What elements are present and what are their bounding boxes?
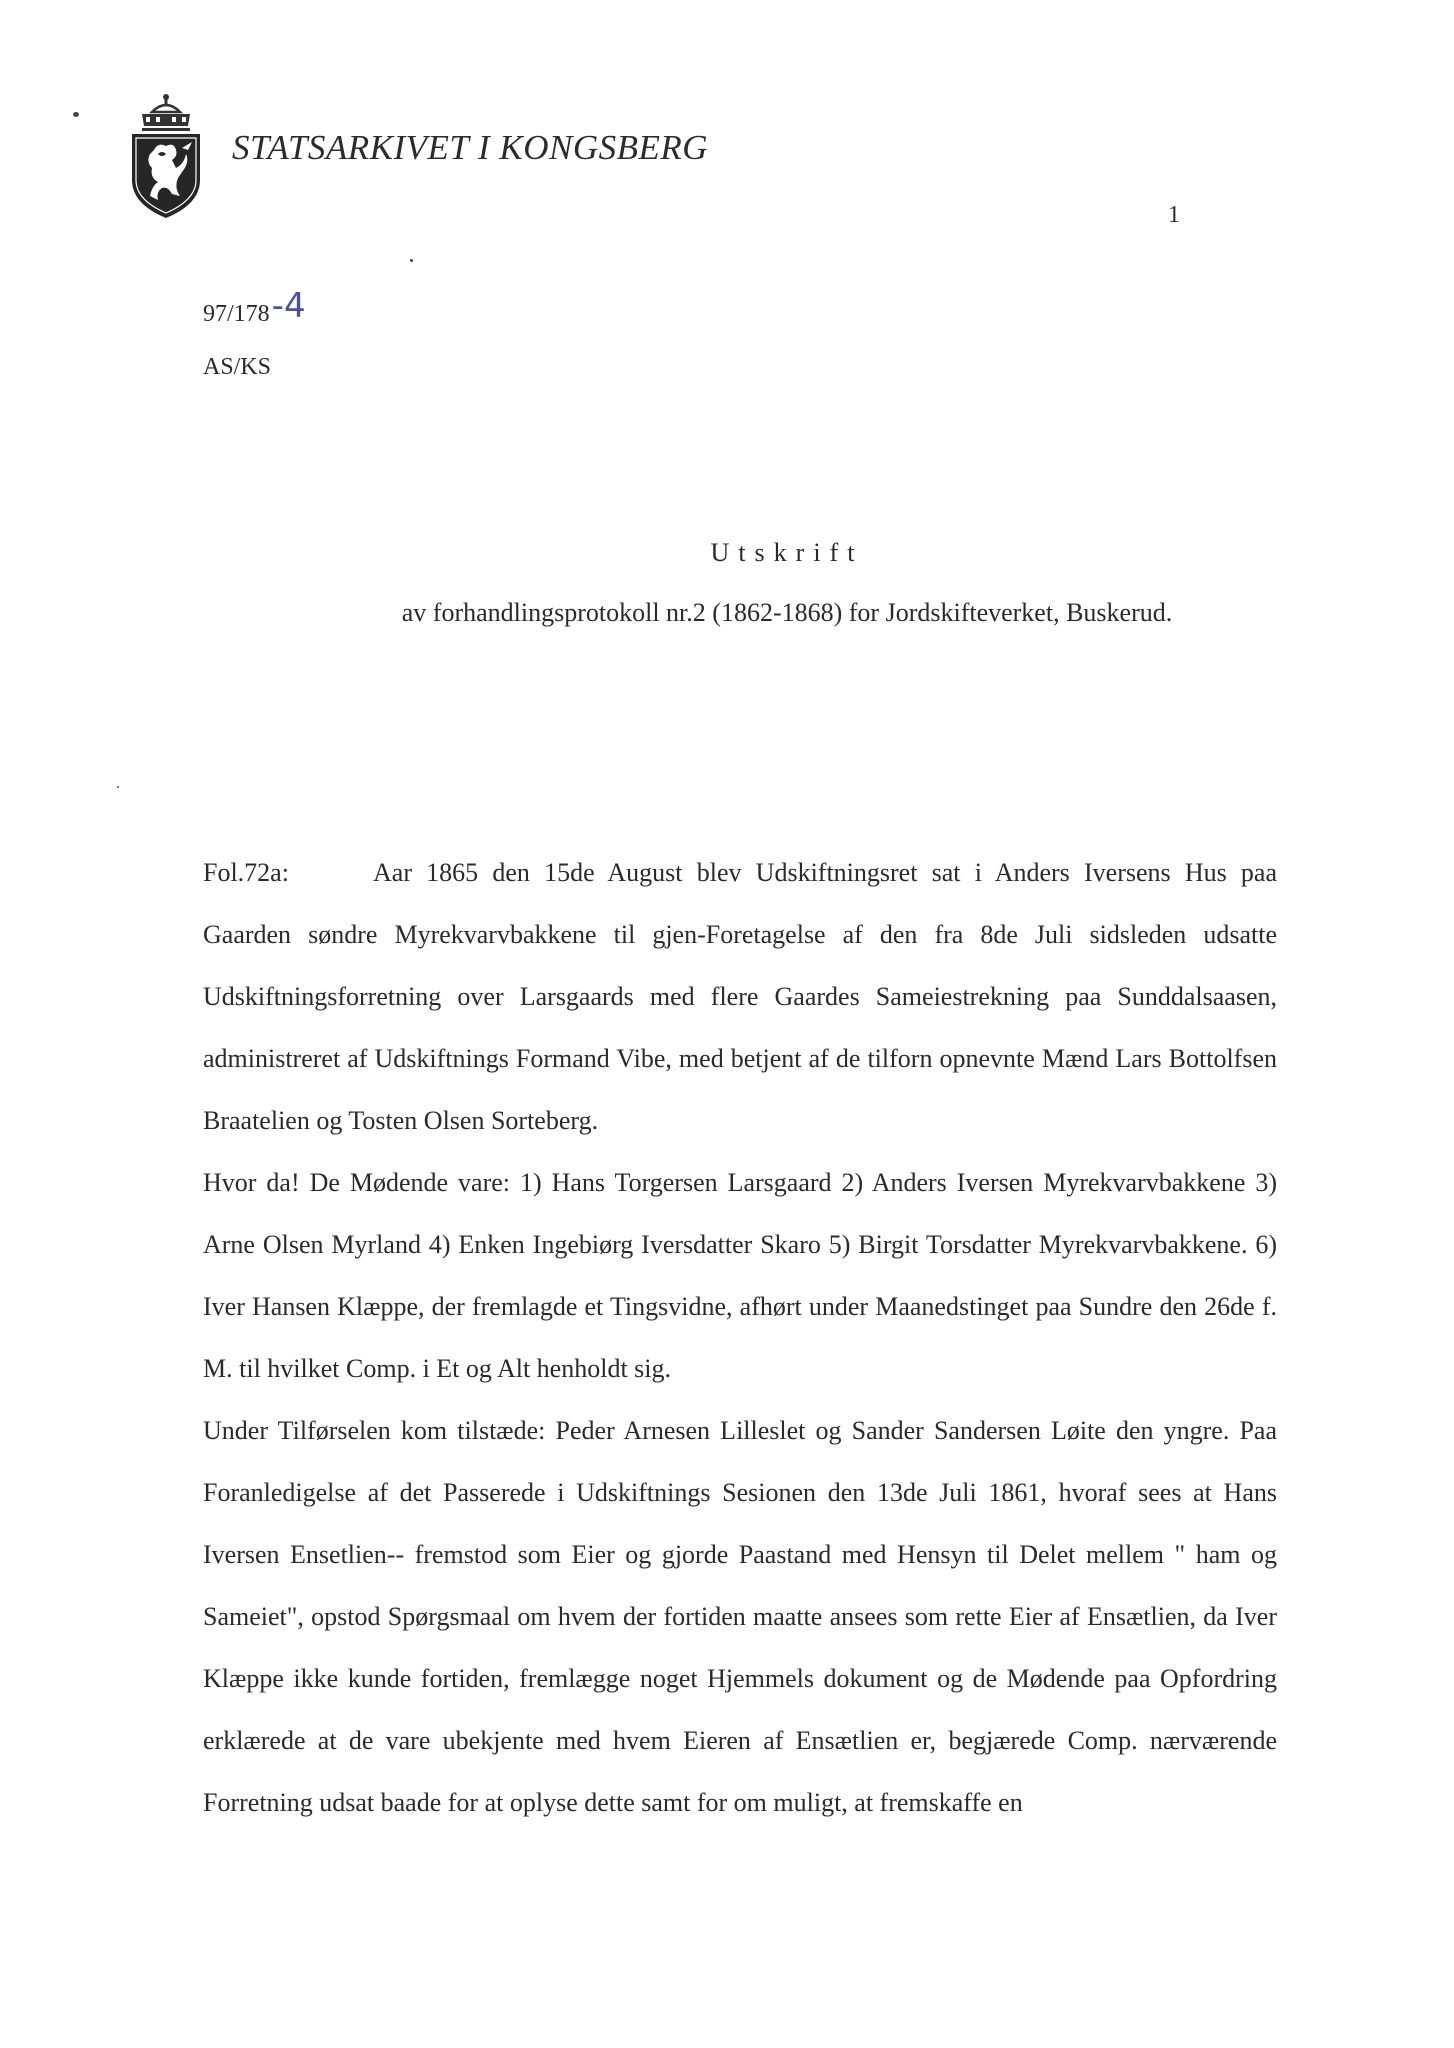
paragraph-3: Under Tilførselen kom tilstæde: Peder Arnesen Lilleslet og Sander Sandersen Løite den yngre. Paa Foranledigelse af det Passerede i Udskiftnings Sesionen den 13de Juli 1861, hvoraf sees at Hans Iversen Ensetlien-- fremstod som Eier og gjorde Paastand med Hensyn til Delet mellem " ham og Sameiet", opstod Spørgsmaal om hvem der fortiden maatte ansees som rette Eier af Ensætlien, da Iver Klæppe ikke kunde fortiden, fremlægge noget Hjemmels dokument og de Mødende paa Opfordring erklærede at de vare ubekjente med hvem Eieren af Ensætlien er, begjærede Comp. nærværende Forretning udsat baade for at oplyse dette samt for om muligt, at fremskaffe en xyxy=(203,1416,1277,1817)
paragraph-1 xyxy=(203,842,1277,1152)
transcript-body xyxy=(203,842,1277,1834)
handwritten-reference-suffix: -4 xyxy=(271,286,306,326)
document-title: Utskrift xyxy=(710,538,864,567)
scan-speck xyxy=(117,786,119,788)
reference-initials: AS/KS xyxy=(203,354,272,380)
paragraph-1-text: Aar 1865 den 15de August blev Udskiftningsret sat i Anders Iversens Hus paa Gaarden søndre Myrekvarvbakkene til gjen-Foretagelse af den fra 8de Juli sidsleden udsatte Udskiftningsforretning over Larsgaards med flere Gaardes Sameiestrekning paa Sunddalsaasen, administreret af Udskiftnings Formand Vibe, med betjent af de tilforn opnevnte Mænd Lars Bottolfsen Braatelien og Tosten Olsen Sorteberg. xyxy=(203,858,1277,1135)
case-reference-number: 97/178 xyxy=(203,301,270,327)
scan-speck xyxy=(73,112,79,117)
folio-label: Fol.72a: xyxy=(203,858,289,887)
page-number: 1 xyxy=(1168,202,1180,228)
institution-name: STATSARKIVET I KONGSBERG xyxy=(232,128,709,167)
case-reference xyxy=(203,286,306,330)
document-subtitle: av forhandlingsprotokoll nr.2 (1862-1868) for Jordskifteverket, Buskerud. xyxy=(401,598,1173,627)
scan-speck xyxy=(410,259,413,262)
norwegian-coat-of-arms-icon xyxy=(128,92,204,220)
paragraph-2: Hvor da! De Mødende vare: 1) Hans Torgersen Larsgaard 2) Anders Iversen Myrekvarvbakkene 3) Arne Olsen Myrland 4) Enken Ingebiørg Iversdatter Skaro 5) Birgit Torsdatter Myrekvarvbakkene. 6) Iver Hansen Klæppe, der fremlagde et Tingsvidne, afhørt under Maanedstinget paa Sundre den 26de f. M. til hvilket Comp. i Et og Alt henholdt sig. xyxy=(203,1168,1277,1383)
